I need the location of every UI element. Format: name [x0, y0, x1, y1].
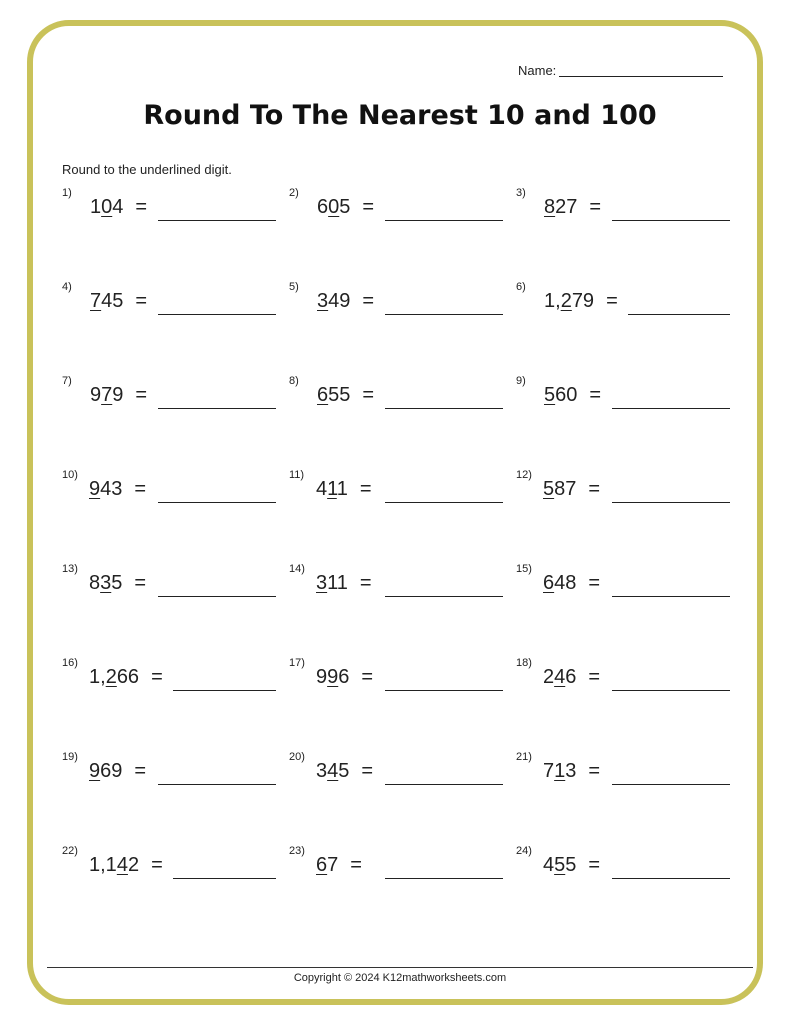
problem-item [62, 281, 276, 316]
problem-number-value: 411 [316, 478, 348, 500]
underlined-digit: 7 [90, 290, 102, 312]
equals-sign: = [589, 196, 602, 218]
underlined-digit: 3 [317, 290, 329, 312]
equals-sign: = [359, 572, 372, 594]
problem-number: 21) [516, 751, 532, 763]
problem-number: 7) [62, 375, 72, 387]
problem-item [62, 187, 276, 222]
name-label: Name: [518, 63, 557, 78]
problem-item [62, 751, 276, 786]
problem-number: 22) [62, 845, 78, 857]
problem-number: 1) [62, 187, 72, 199]
equals-sign: = [361, 666, 374, 688]
problem-item [516, 469, 730, 504]
answer-line[interactable] [385, 502, 503, 503]
problem-number: 13) [62, 563, 78, 575]
underlined-digit: 3 [316, 572, 328, 594]
name-line[interactable] [559, 63, 723, 77]
problem-item [289, 845, 503, 880]
problem-number-value: 587 [543, 478, 577, 500]
underlined-digit: 8 [544, 196, 556, 218]
problem-number-value: 560 [544, 384, 578, 406]
problem-number-value: 745 [90, 290, 124, 312]
problem-number-value: 996 [316, 666, 350, 688]
problem-number: 12) [516, 469, 532, 481]
problem-item [62, 563, 276, 598]
problem-item [289, 469, 503, 504]
equals-sign: = [135, 196, 148, 218]
underlined-digit: 6 [316, 854, 328, 876]
problem-item [516, 845, 730, 880]
problem-item [289, 281, 503, 316]
equals-sign: = [135, 384, 148, 406]
problem-number-value: 67 [316, 854, 339, 876]
problem-number-value: 979 [90, 384, 124, 406]
equals-sign: = [362, 384, 375, 406]
problem-number-value: 246 [543, 666, 577, 688]
underlined-digit: 1 [554, 760, 566, 782]
problem-item [516, 375, 730, 410]
equals-sign: = [588, 572, 601, 594]
problem-number-value: 835 [89, 572, 123, 594]
answer-line[interactable] [158, 408, 276, 409]
equals-sign: = [151, 666, 163, 688]
problem-number: 4) [62, 281, 72, 293]
problem-item [62, 375, 276, 410]
problem-item [62, 469, 276, 504]
equals-sign: = [151, 854, 163, 876]
underlined-digit: 5 [543, 478, 555, 500]
equals-sign: = [134, 760, 147, 782]
underlined-digit: 4 [116, 854, 128, 876]
underlined-digit: 6 [543, 572, 555, 594]
problem-number: 20) [289, 751, 305, 763]
copyright-footer: Copyright © 2024 K12mathworksheets.com [293, 972, 507, 984]
problem-number: 5) [289, 281, 299, 293]
underlined-digit: 3 [100, 572, 112, 594]
underlined-digit: 9 [89, 760, 101, 782]
answer-line[interactable] [158, 784, 276, 785]
problem-number-value: 345 [316, 760, 350, 782]
answer-line[interactable] [612, 408, 730, 409]
equals-sign: = [588, 666, 601, 688]
answer-line[interactable] [173, 690, 276, 691]
problem-item [516, 751, 730, 786]
problem-number: 14) [289, 563, 305, 575]
problem-number-value: 455 [543, 854, 577, 876]
underlined-digit: 0 [328, 196, 340, 218]
underlined-digit: 9 [89, 478, 101, 500]
underlined-digit: 5 [544, 384, 556, 406]
answer-line[interactable] [385, 408, 503, 409]
problem-number: 24) [516, 845, 532, 857]
underlined-digit: 2 [105, 666, 117, 688]
problem-item [62, 845, 276, 880]
footer-divider [47, 967, 753, 968]
problem-item [289, 187, 503, 222]
equals-sign: = [606, 290, 618, 312]
problem-number: 17) [289, 657, 305, 669]
problem-item [289, 563, 503, 598]
problem-number-value: 605 [317, 196, 351, 218]
problem-item [289, 375, 503, 410]
answer-line[interactable] [158, 220, 276, 221]
answer-line[interactable] [385, 596, 503, 597]
worksheet-title: Round To The Nearest 10 and 100 [143, 100, 657, 131]
underlined-digit: 6 [317, 384, 329, 406]
equals-sign: = [135, 290, 148, 312]
problem-number-value: 827 [544, 196, 578, 218]
problem-number-value: 713 [543, 760, 577, 782]
answer-line[interactable] [612, 784, 730, 785]
answer-line[interactable] [612, 690, 730, 691]
problem-number: 8) [289, 375, 299, 387]
problem-item [516, 187, 730, 222]
problem-number: 19) [62, 751, 78, 763]
answer-line[interactable] [158, 314, 276, 315]
equals-sign: = [588, 760, 601, 782]
problem-number-value: 969 [89, 760, 123, 782]
problem-item [289, 657, 503, 692]
answer-line[interactable] [612, 878, 730, 879]
answer-line[interactable] [385, 314, 503, 315]
equals-sign: = [362, 196, 375, 218]
problem-number-value: 943 [89, 478, 123, 500]
instructions: Round to the underlined digit. [62, 162, 232, 177]
answer-line[interactable] [173, 878, 276, 879]
problem-number-value: 655 [317, 384, 351, 406]
problem-number: 15) [516, 563, 532, 575]
answer-line[interactable] [158, 596, 276, 597]
problem-number: 16) [62, 657, 78, 669]
problem-item [62, 657, 276, 692]
equals-sign: = [134, 572, 147, 594]
underlined-digit: 0 [101, 196, 113, 218]
name-field [518, 63, 723, 78]
problem-number: 6) [516, 281, 526, 293]
problem-number-value: 648 [543, 572, 577, 594]
answer-line[interactable] [158, 502, 276, 503]
equals-sign: = [588, 854, 601, 876]
answer-line[interactable] [385, 220, 503, 221]
problem-number-value: 311 [316, 572, 348, 594]
problem-number-value: 1,142 [89, 854, 140, 876]
problem-number: 18) [516, 657, 532, 669]
problem-item [516, 281, 730, 316]
problem-number: 23) [289, 845, 305, 857]
equals-sign: = [350, 854, 362, 876]
underlined-digit: 5 [554, 854, 566, 876]
problem-number: 9) [516, 375, 526, 387]
equals-sign: = [589, 384, 602, 406]
underlined-digit: 2 [560, 290, 572, 312]
underlined-digit: 7 [101, 384, 113, 406]
underlined-digit: 4 [554, 666, 566, 688]
problem-number: 2) [289, 187, 299, 199]
problem-item [516, 657, 730, 692]
answer-line[interactable] [612, 502, 730, 503]
answer-line[interactable] [385, 690, 503, 691]
problem-number: 11) [289, 469, 305, 481]
underlined-digit: 9 [327, 666, 339, 688]
equals-sign: = [134, 478, 147, 500]
problem-item [516, 563, 730, 598]
answer-line[interactable] [612, 220, 730, 221]
equals-sign: = [359, 478, 372, 500]
problem-number: 10) [62, 469, 78, 481]
answer-line[interactable] [612, 596, 730, 597]
answer-line[interactable] [628, 314, 730, 315]
equals-sign: = [361, 760, 374, 782]
problem-number-value: 349 [317, 290, 351, 312]
problem-number-value: 104 [90, 196, 124, 218]
underlined-digit: 1 [327, 478, 337, 500]
problem-number-value: 1,279 [544, 290, 595, 312]
underlined-digit: 4 [327, 760, 339, 782]
problem-number-value: 1,266 [89, 666, 140, 688]
answer-line[interactable] [385, 878, 503, 879]
answer-line[interactable] [385, 784, 503, 785]
problem-number: 3) [516, 187, 526, 199]
equals-sign: = [362, 290, 375, 312]
problem-item [289, 751, 503, 786]
equals-sign: = [588, 478, 601, 500]
